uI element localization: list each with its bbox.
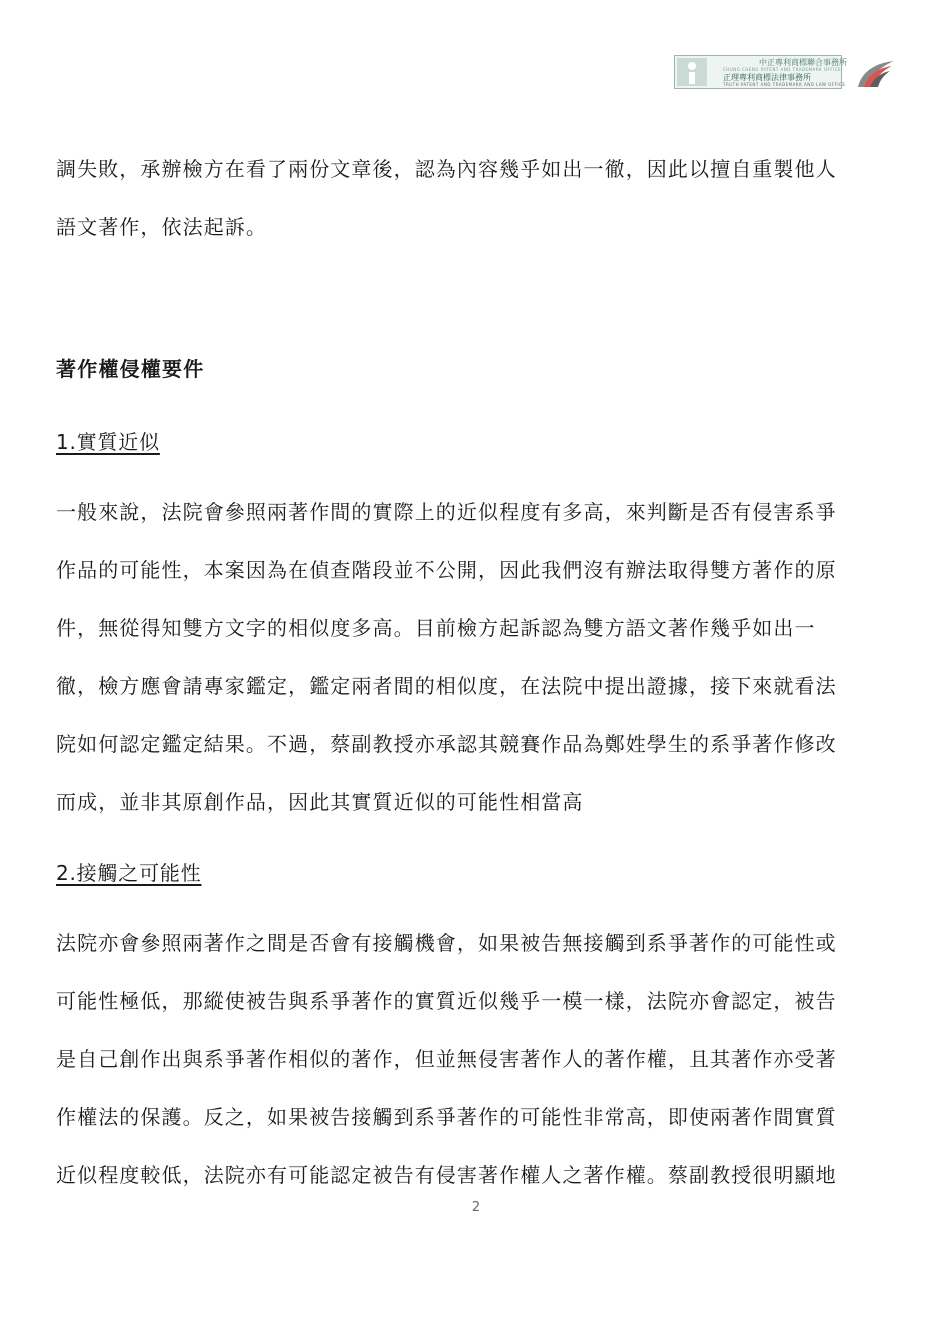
intro-line-2: 語文著作，依法起訴。: [56, 215, 267, 239]
logo-line-1: 中正專利商標聯合事務所: [759, 58, 847, 67]
firm-logo: [674, 55, 896, 91]
logo-swoosh-icon: [854, 57, 896, 91]
section2-line-1: 法院亦會參照兩著作之間是否會有接觸機會，如果被告無接觸到系爭著作的可能性或: [56, 931, 837, 955]
section1-line-3: 件，無從得知雙方文字的相似度多高。目前檢方起訴認為雙方語文著作幾乎如出一: [56, 616, 816, 640]
page-number: 2: [471, 1200, 481, 1215]
section1-line-1: 一般來說，法院會參照兩著作間的實際上的近似程度有多高，來判斷是否有侵害系爭: [56, 500, 837, 524]
logo-line-3: 正理專利商標法律事務所: [723, 73, 811, 82]
section2-line-3: 是自己創作出與系爭著作相似的著作，但並無侵害著作人的著作權，且其著作亦受著: [56, 1047, 837, 1071]
section-heading: 著作權侵權要件: [56, 357, 205, 381]
section2-line-5: 近似程度較低，法院亦有可能認定被告有侵害著作權人之著作權。蔡副教授很明顯地: [56, 1163, 837, 1187]
logo-figure-icon: [677, 58, 707, 86]
section1-line-2: 作品的可能性，本案因為在偵查階段並不公開，因此我們沒有辦法取得雙方著作的原: [56, 558, 837, 582]
section2-line-2: 可能性極低，那縱使被告與系爭著作的實質近似幾乎一模一樣，法院亦會認定，被告: [56, 989, 837, 1013]
section1-line-4: 徹，檢方應會請專家鑑定，鑑定兩者間的相似度，在法院中提出證據，接下來就看法: [56, 674, 837, 698]
logo-line-2: CHUNG CHENG PATENT AND TRADEMARK OFFICE: [723, 67, 842, 72]
section1-title: 1.實質近似: [56, 430, 160, 454]
intro-line-1: 調失敗，承辦檢方在看了兩份文章後，認為內容幾乎如出一徹，因此以擅自重製他人: [56, 157, 837, 181]
logo-line-4: TRUTH PATENT AND TRADEMARK AND LAW OFFICE: [723, 82, 846, 87]
section2-line-4: 作權法的保護。反之，如果被告接觸到系爭著作的可能性非常高，即使兩著作間實質: [56, 1105, 837, 1129]
section2-title: 2.接觸之可能性: [56, 861, 202, 885]
logo-box: [674, 55, 847, 89]
section1-line-5: 院如何認定鑑定結果。不過，蔡副教授亦承認其競賽作品為鄭姓學生的系爭著作修改: [56, 732, 837, 756]
section1-line-6: 而成，並非其原創作品，因此其實質近似的可能性相當高: [56, 790, 584, 814]
